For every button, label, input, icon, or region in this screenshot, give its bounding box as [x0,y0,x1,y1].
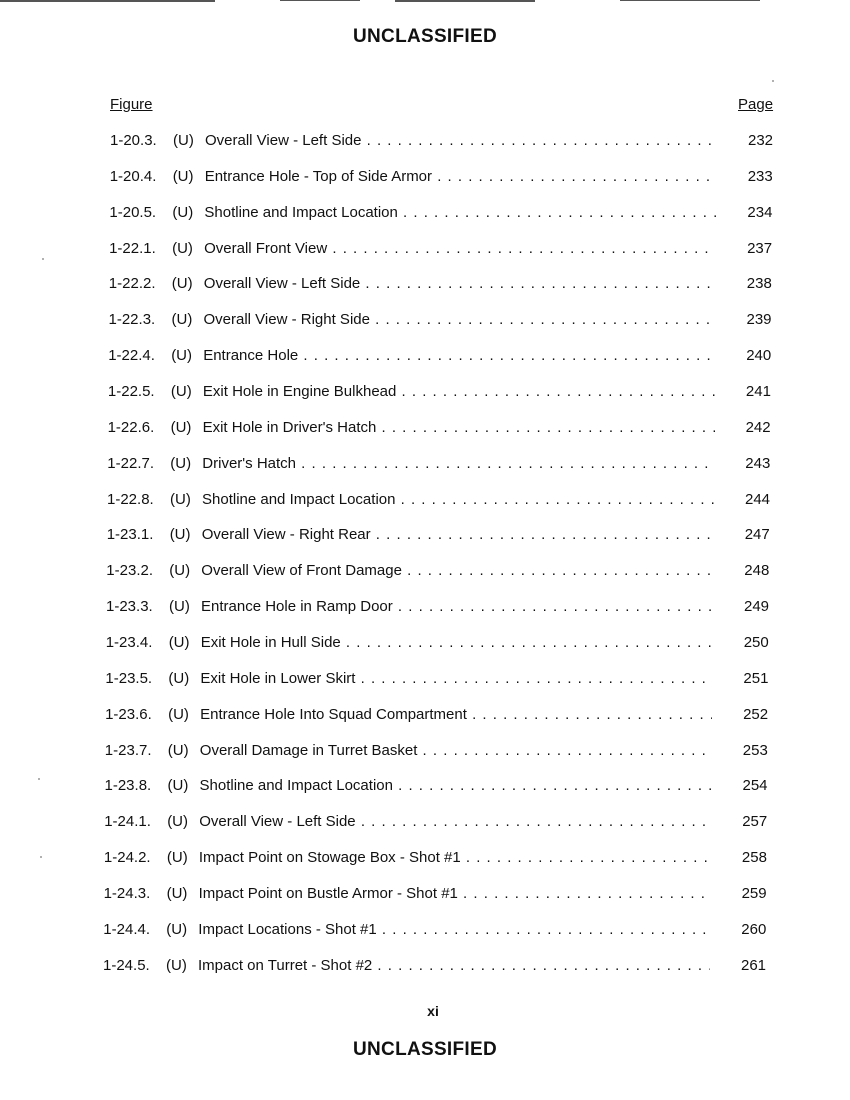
figure-classification: (U) [169,598,190,615]
figure-page-number: 243 [745,454,771,472]
figure-number: 1-22.6. [107,418,155,436]
figure-page-number: 261 [741,956,767,974]
figure-number: 1-20.5. [109,203,157,221]
figure-classification: (U) [166,956,187,974]
figure-classification: (U) [170,490,191,508]
figure-page-number: 241 [745,383,771,400]
figure-page-number: 234 [747,203,773,221]
figure-number: 1-22.3. [108,311,156,329]
figure-number: 1-23.5. [105,669,153,687]
footer-classification: UNCLASSIFIED [353,1039,497,1060]
figure-title: Overall View - Right Rear . . . [202,525,714,545]
figure-classification: (U) [172,167,194,185]
figure-title: Exit Hole in Driver's Hatch . . . [203,418,715,438]
figure-classification: (U) [167,813,189,831]
figure-classification: (U) [168,633,190,651]
figure-title: Entrance Hole . . . [203,346,715,366]
figure-page-number: 242 [745,418,771,436]
figure-number: 1-20.3. [110,132,157,149]
figure-title: Overall Damage in Turret Basket . . . [200,741,712,761]
scan-speck [772,80,774,82]
figure-number: 1-23.7. [104,741,152,759]
figure-column-header: Figure [110,96,153,113]
figure-number: 1-23.1. [106,526,154,544]
page-column-header: Page [738,96,774,113]
figure-classification: (U) [172,203,194,221]
figure-number: 1-23.4. [105,633,153,651]
figure-title: Exit Hole in Lower Skirt . . . [200,669,712,689]
figure-page-number: 232 [748,132,774,149]
figure-number: 1-24.5. [103,956,150,974]
figure-page-number: 238 [746,275,772,293]
figure-number: 1-23.8. [104,777,152,795]
figure-classification: (U) [170,454,192,472]
page-number: xi [427,1003,439,1019]
figure-number: 1-24.1. [104,813,151,831]
figure-page-number: 250 [743,633,769,651]
figure-page-number: 259 [741,884,767,902]
figure-title: Shotline and Impact Location . . . [200,776,712,796]
figure-classification: (U) [166,920,188,938]
scan-artifact [280,0,360,1]
figure-title: Overall View - Left Side . . . [205,131,717,151]
figure-number: 1-20.4. [109,167,157,185]
figure-number: 1-22.7. [107,454,154,472]
header-classification: UNCLASSIFIED [353,26,497,47]
figure-number: 1-24.3. [103,884,151,902]
figure-number: 1-24.4. [103,920,150,938]
figure-page-number: 252 [743,705,769,723]
figure-page-number: 237 [747,239,773,257]
figure-page-number: 247 [744,526,770,544]
figure-classification: (U) [172,239,193,257]
figure-classification: (U) [169,526,191,544]
figure-title: Overall View of Front Damage . . . [201,561,713,581]
figure-page-number: 239 [746,311,772,329]
figure-title: Impact on Turret - Shot #2 . . . [198,956,710,976]
figure-classification: (U) [168,705,189,723]
figure-number: 1-23.2. [106,562,153,580]
figure-page-number: 260 [741,920,767,938]
figure-number: 1-24.2. [103,849,151,866]
figure-title: Overall View - Left Side . . . [204,274,716,294]
figure-page-number: 248 [744,562,770,580]
scan-speck [40,856,42,858]
figure-classification: (U) [169,562,191,580]
figure-title: Shotline and Impact Location . . . [204,203,716,223]
figure-classification: (U) [171,347,193,365]
figure-title: Overall View - Right Side . . . [204,310,716,330]
scan-speck [38,778,40,780]
figure-title: Driver's Hatch . . . [202,454,714,474]
figure-title: Entrance Hole - Top of Side Armor . . . [205,167,717,187]
figure-classification: (U) [167,777,189,795]
figure-page-number: 254 [742,777,768,795]
figure-number: 1-22.5. [107,383,155,400]
figure-title: Exit Hole in Engine Bulkhead . . . [203,382,715,402]
figure-title: Impact Locations - Shot #1 . . . [198,920,710,940]
figure-number: 1-22.8. [107,490,154,508]
figure-title: Entrance Hole Into Squad Compartment . . . [200,705,712,725]
figure-classification: (U) [168,669,190,687]
figure-title: Shotline and Impact Location . . . [202,490,714,510]
figure-classification: (U) [171,275,193,293]
figure-page-number: 233 [747,167,773,185]
figure-classification: (U) [170,418,192,436]
figure-number: 1-23.6. [105,705,152,723]
figure-page-number: 240 [746,347,772,365]
figure-number: 1-22.2. [108,275,156,293]
figure-title: Overall View - Left Side . . . [199,812,711,832]
figure-title: Exit Hole in Hull Side . . . [201,633,713,653]
figure-page-number: 249 [744,598,770,615]
figure-number: 1-22.4. [108,347,155,365]
scan-artifact [620,0,760,1]
figure-title: Impact Point on Bustle Armor - Shot #1 . . . [199,884,711,904]
scan-artifact [0,0,215,2]
scan-speck [42,258,44,260]
figure-page-number: 253 [742,741,768,759]
figure-page-number: 251 [743,669,769,687]
figure-title: Impact Point on Stowage Box - Shot #1 . . . [199,848,711,868]
figure-title: Entrance Hole in Ramp Door . . . [201,597,713,617]
figure-page-number: 258 [741,849,767,866]
figure-classification: (U) [170,383,192,400]
figure-title: Overall Front View . . . [204,239,716,259]
scan-artifact [395,0,535,2]
figure-number: 1-22.1. [109,239,156,257]
figure-classification: (U) [171,311,193,329]
figure-classification: (U) [166,884,188,902]
figure-page-number: 244 [745,490,771,508]
figure-number: 1-23.3. [106,598,153,615]
figure-classification: (U) [167,741,189,759]
figure-page-number: 257 [742,813,768,831]
figure-classification: (U) [166,849,188,866]
figure-classification: (U) [173,132,194,149]
